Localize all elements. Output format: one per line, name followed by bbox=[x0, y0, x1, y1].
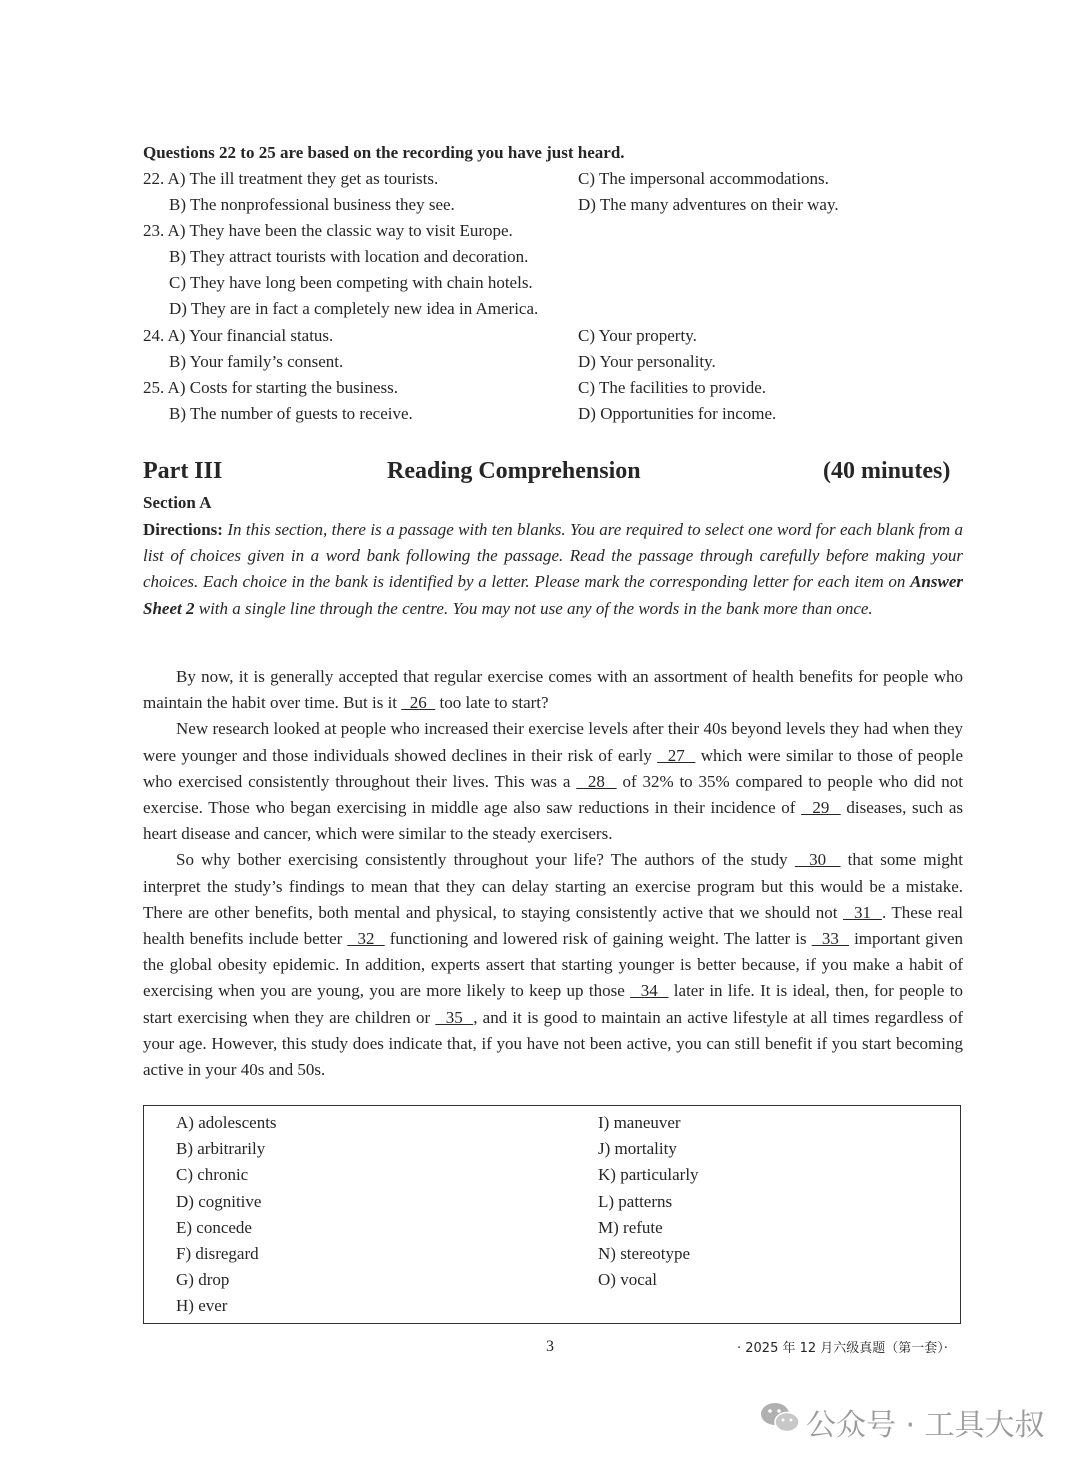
q22-option-d: D) The many adventures on their way. bbox=[578, 195, 839, 214]
word-bank-item: H) ever bbox=[176, 1296, 228, 1316]
blank-33: 33 bbox=[811, 929, 849, 949]
blank-31: 31 bbox=[842, 902, 882, 922]
word-bank-item: K) particularly bbox=[598, 1165, 699, 1185]
q23-option-b: B) They attract tourists with location and decoration. bbox=[169, 247, 529, 266]
passage-text: important given the global obesity epidemic. In addition, experts assert that starting younger is better because, if you make a habit of exercising when you are young, you are more likely to keep up those bbox=[143, 929, 964, 1001]
passage-text: too late to start? bbox=[435, 693, 549, 713]
q23-option-a: 23. A) They have been the classic way to visit Europe. bbox=[143, 221, 513, 240]
wechat-icon bbox=[760, 1401, 800, 1443]
directions-text-1: In this section, there is a passage with ten blanks. You are required to select one word for each blank from a list of choices given in a word bank following the passage. Read the passage through carefully before making your choices. Each choice in the bank is identified by a letter. Please mark the corresponding letter for each item on bbox=[143, 520, 963, 592]
q22-option-b: B) The nonprofessional business they see. bbox=[169, 195, 455, 214]
word-bank-item: B) arbitrarily bbox=[176, 1139, 266, 1159]
blank-35: 35 bbox=[435, 1007, 474, 1027]
q23-option-d: D) They are in fact a completely new idea in America. bbox=[169, 299, 539, 318]
blank-30: 30 bbox=[794, 850, 841, 870]
word-bank-item: I) maneuver bbox=[598, 1113, 681, 1132]
word-bank-left-column bbox=[176, 1110, 277, 1320]
passage-text: New research looked at people who increased their exercise levels after their 40s beyond levels they had when they were younger and those individuals showed declines in their risk of early bbox=[143, 719, 963, 765]
blank-26: 26 bbox=[401, 693, 436, 713]
passage bbox=[143, 664, 963, 1083]
directions-label: Directions: bbox=[143, 520, 223, 539]
word-bank-item: N) stereotype bbox=[598, 1244, 691, 1264]
part-time: (40 minutes) bbox=[823, 458, 951, 484]
q24-option-a: 24. A) Your financial status. bbox=[143, 326, 334, 345]
blank-27: 27 bbox=[657, 745, 696, 765]
word-bank-item: G) drop bbox=[176, 1270, 230, 1290]
word-bank-item: L) patterns bbox=[598, 1191, 673, 1211]
passage-paragraph-2 bbox=[143, 716, 963, 847]
passage-text: By now, it is generally accepted that regular exercise comes with an assortment of health benefits for people who maintain the habit over time. But is it bbox=[143, 667, 963, 713]
passage-text: So why bother exercising consistently throughout your life? The authors of the study bbox=[176, 850, 795, 870]
word-bank-item: E) concede bbox=[176, 1217, 252, 1237]
watermark-text: 公众号 · 工具大叔 bbox=[806, 1408, 1045, 1443]
blank-29: 29 bbox=[801, 798, 841, 818]
answer-sheet-label: Answer Sheet 2 bbox=[143, 572, 963, 618]
q24-option-d: D) Your personality. bbox=[578, 352, 716, 371]
section-label: Section A bbox=[143, 493, 212, 512]
q25-option-d: D) Opportunities for income. bbox=[578, 404, 777, 423]
passage-text: diseases, such as heart disease and cancer, which were similar to the steady exercisers. bbox=[143, 798, 964, 844]
part-title: Reading Comprehension bbox=[387, 458, 641, 484]
passage-text: , and it is good to maintain an active lifestyle at all times regardless of your age. However, this study does indicate that, if you have not been active, you can still benefit if you start becoming active in your 40s and 50s. bbox=[143, 1007, 964, 1080]
passage-paragraph-1 bbox=[143, 664, 963, 716]
passage-text: later in life. It is ideal, then, for people to start exercising when they are children or bbox=[143, 981, 964, 1027]
word-bank-item: C) chronic bbox=[176, 1165, 249, 1185]
passage-text: that some might interpret the study’s findings to mean that they can delay starting an exercise program but this would be a mistake. There are other benefits, both mental and physical, to staying consistently active that we should not bbox=[143, 850, 964, 922]
exam-note: · 2025 年 12 月六级真题（第一套）· bbox=[737, 1341, 948, 1356]
page-number: 3 bbox=[546, 1338, 554, 1355]
passage-text: which were similar to those of people who exercised consistently throughout their lives. This was a bbox=[143, 745, 963, 791]
passage-text: of 32% to 35% compared to people who did not exercise. Those who began exercising in middle age also saw reductions in their incidence of bbox=[143, 771, 963, 818]
q24-option-b: B) Your family’s consent. bbox=[169, 352, 344, 371]
q25-option-a: 25. A) Costs for starting the business. bbox=[143, 378, 398, 397]
word-bank-right-column bbox=[598, 1110, 699, 1293]
q24-option-c: C) Your property. bbox=[578, 326, 697, 345]
blank-32: 32 bbox=[347, 929, 385, 949]
word-bank-item: A) adolescents bbox=[176, 1113, 277, 1132]
blank-28: 28 bbox=[576, 771, 617, 791]
passage-text: . These real health benefits include better bbox=[143, 902, 963, 949]
word-bank-item: M) refute bbox=[598, 1217, 663, 1237]
q23-option-c: C) They have long been competing with chain hotels. bbox=[169, 273, 533, 292]
passage-text: functioning and lowered risk of gaining weight. The latter is bbox=[384, 929, 812, 949]
questions-heading: Questions 22 to 25 are based on the recording you have just heard. bbox=[143, 143, 625, 162]
directions bbox=[143, 517, 963, 622]
passage-paragraph-3 bbox=[143, 847, 963, 1083]
q22-option-c: C) The impersonal accommodations. bbox=[578, 169, 829, 188]
word-bank-item: O) vocal bbox=[598, 1270, 658, 1290]
word-bank-item: F) disregard bbox=[176, 1244, 259, 1264]
word-bank bbox=[143, 1105, 961, 1324]
blank-34: 34 bbox=[630, 981, 669, 1001]
q25-option-c: C) The facilities to provide. bbox=[578, 378, 767, 397]
word-bank-item: D) cognitive bbox=[176, 1191, 262, 1211]
directions-text-2: with a single line through the centre. You may not use any of the words in the bank more than once. bbox=[194, 598, 873, 618]
part-number: Part III bbox=[143, 458, 223, 484]
watermark bbox=[760, 1400, 1045, 1444]
q22-option-a: 22. A) The ill treatment they get as tourists. bbox=[143, 169, 439, 188]
q25-option-b: B) The number of guests to receive. bbox=[169, 404, 413, 423]
word-bank-item: J) mortality bbox=[598, 1139, 677, 1159]
